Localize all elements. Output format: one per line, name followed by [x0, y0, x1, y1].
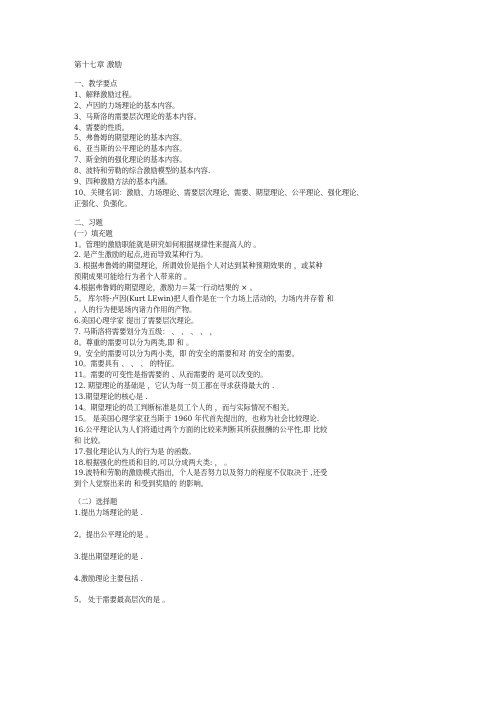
fill-in-question: 8。尊重的需要可以分为两类,即 和 。: [74, 337, 194, 347]
fill-in-question: 5。 库尔特·卢因(Kurt LEwin)把人看作是在一个力场上活动的，力场内并存着 和: [74, 294, 334, 303]
teaching-point: 正强化、负强化。: [74, 198, 132, 208]
fill-in-question: 18.根据强化的性质和目的,可以分成两大类: ， 。: [74, 457, 232, 467]
choice-question: 4.激励理论主要包括 .: [74, 573, 143, 583]
teaching-point: 6、亚当斯的公平理论的基本内容。: [74, 144, 187, 154]
subsection-heading: （二）选择题: [74, 497, 118, 507]
fill-in-question: 11。需要的可变性是指需要的 、从而需要的 是可以改变的。: [74, 370, 268, 380]
choice-question: 1.提出力场理论的是 .: [74, 508, 143, 518]
chapter-title: 第十七章 激励: [74, 60, 122, 69]
teaching-point: 3、马斯洛的需要层次理论的基本内容。: [74, 111, 201, 121]
fill-in-question: 19.波特和劳勒的激励模式指出，个人是否努力以及努力的程度不仅取决于 ,还受: [74, 468, 328, 478]
fill-in-question: 12. 期望理论的基础是 ，它认为每一员工都在寻求获得最大的 .: [74, 381, 275, 391]
choice-question: 3.提出期望理论的是 .: [74, 551, 143, 561]
fill-in-question: 到个人觉察出来的 和受到奖励的 的影响。: [74, 479, 208, 489]
teaching-point: 5、弗鲁姆的期望理论的基本内容。: [74, 133, 187, 143]
fill-in-question: 6.美国心理学家 提出了需要层次理论。: [74, 315, 199, 325]
teaching-point: 7、斯金纳的强化理论的基本内容。: [74, 155, 187, 165]
teaching-point: 9、四种激励方法的基本内涵。: [74, 177, 173, 186]
fill-in-question: 7. 马斯洛将需要划分为五级： 、 、 、 、 ，: [74, 326, 217, 336]
subsection-heading: (一）填充题: [74, 228, 113, 238]
section-heading: 二、习题: [74, 217, 103, 227]
section-heading: 一、教学要点: [74, 78, 118, 88]
fill-in-question: 3. 根据弗鲁姆的期望理论，所谓效价是指个人对达到某种预期效果的 ，或某种: [74, 261, 323, 271]
choice-question: 2。提出公平理论的是 。: [74, 529, 153, 539]
fill-in-question: 10。需要具有 、 、 、 的特征。: [74, 359, 179, 369]
teaching-point: 4、需要的性质。: [74, 122, 129, 132]
fill-in-question: 4.根据弗鲁姆的期望理论，激励力＝某一行动结果的 × 。: [74, 283, 257, 293]
teaching-point: 8、波特和劳勒的综合激励模型的基本内容.: [74, 166, 211, 176]
fill-in-question: ，人的行为便是场内诸力作用的产物。: [74, 304, 197, 314]
teaching-point: 10、关键名词：激励、力场理论、需要层次理论、需要、期望理论、公平理论、强化理论、: [74, 187, 364, 197]
fill-in-question: 15。 是美国心理学家亚当斯于 1960 年代首先提出的，也称为社会比较理论.: [74, 413, 320, 423]
fill-in-question: 预期成果可能给行为者个人带来的 。: [74, 272, 192, 282]
fill-in-question: 和 比较。: [74, 435, 106, 445]
fill-in-question: 9。安全的需要可以分为两小类，即 的安全的需要和对 的安全的需要。: [74, 348, 299, 358]
fill-in-question: 13.期望理论的核心是 .: [74, 392, 148, 402]
teaching-point: 1、解释激励过程。: [74, 89, 137, 99]
fill-in-question: 16.公平理论认为人们将通过两个方面的比较来判断其所获报酬的公平性,即 比较: [74, 424, 328, 434]
fill-in-question: 2. 是产生激励的起点,进而导致某种行为。: [74, 250, 208, 260]
fill-in-question: 14。期望理论的员工判断标准是员工个人的 ，而与实际情况不相关。: [74, 403, 294, 412]
teaching-point: 2、卢因的力场理论的基本内容。: [74, 100, 180, 110]
fill-in-question: 1。管理的激励职能就是研究如何根据规律性来提高人的 。: [74, 239, 261, 249]
fill-in-question: 17.强化理论认为人的行为是 的函数。: [74, 446, 196, 456]
choice-question: 5。 处于需要最高层次的是 。: [74, 595, 170, 605]
